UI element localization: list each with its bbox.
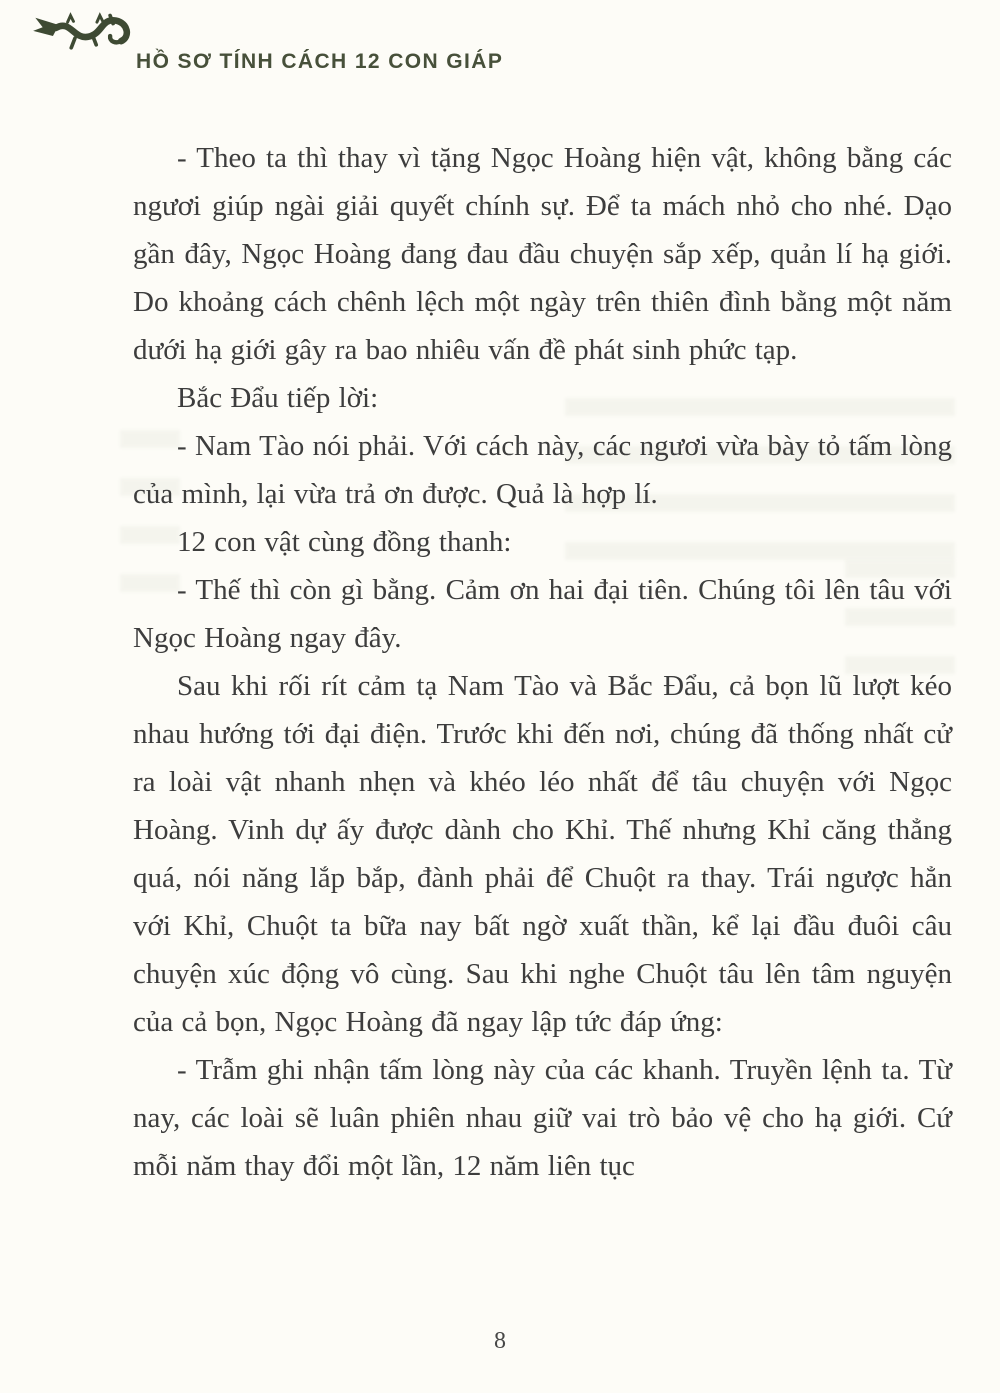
paragraph: - Theo ta thì thay vì tặng Ngọc Hoàng hiện vật, không bằng các ngươi giúp ngài giải quyết chính sự. Để ta mách nhỏ cho nhé. Dạo gần đây, Ngọc Hoàng đang đau đầu chuyện sắp xếp, quản lí hạ giới. Do khoảng cách chênh lệch một ngày trên thiên đình bằng một năm dưới hạ giới gây ra bao nhiêu vấn đề phát sinh phức tạp. [133, 142, 952, 366]
dragon-icon [28, 4, 138, 60]
paragraph: - Thế thì còn gì bằng. Cảm ơn hai đại tiên. Chúng tôi lên tâu với Ngọc Hoàng ngay đây. [133, 574, 952, 654]
paragraph: Sau khi rối rít cảm tạ Nam Tào và Bắc Đẩu, cả bọn lũ lượt kéo nhau hướng tới đại điện. Trước khi đến nơi, chúng đã thống nhất cử ra loài vật nhanh nhẹn và khéo léo nhất để tâu chuyện với Ngọc Hoàng. Vinh dự ấy được dành cho Khỉ. Thế nhưng Khỉ căng thẳng quá, nói năng lắp bắp, đành phải để Chuột ra thay. Trái ngược hẳn với Khỉ, Chuột ta bữa nay bất ngờ xuất thần, kể lại đầu đuôi câu chuyện xúc động vô cùng. Sau khi nghe Chuột tâu lên tâm nguyện của cả bọn, Ngọc Hoàng đã ngay lập tức đáp ứng: [133, 670, 952, 1038]
paragraph: 12 con vật cùng đồng thanh: [177, 526, 512, 558]
paragraph: - Trẫm ghi nhận tấm lòng này của các khanh. Truyền lệnh ta. Từ nay, các loài sẽ luân phiên nhau giữ vai trò bảo vệ cho hạ giới. Cứ mỗi năm thay đổi một lần, 12 năm liên tục [133, 1054, 952, 1182]
chapter-header-title: HỒ SƠ TÍNH CÁCH 12 CON GIÁP [136, 50, 504, 73]
page-header [0, 0, 1000, 92]
page-footer [0, 1328, 1000, 1355]
page-number: 8 [494, 1328, 506, 1354]
body-text [133, 134, 952, 1190]
paragraph: - Nam Tào nói phải. Với cách này, các ngươi vừa bày tỏ tấm lòng của mình, lại vừa trả ơn được. Quả là hợp lí. [133, 430, 952, 510]
paragraph: Bắc Đẩu tiếp lời: [177, 382, 379, 414]
